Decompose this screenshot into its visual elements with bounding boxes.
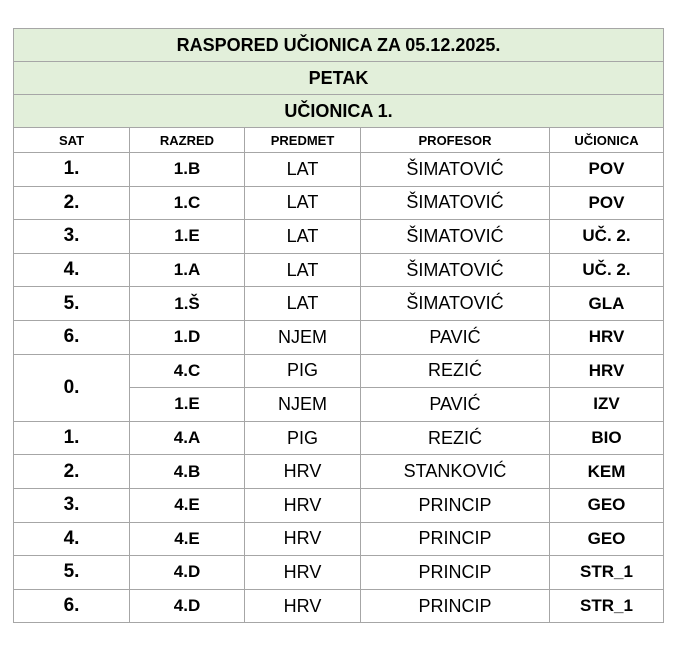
cell-predmet: HRV: [245, 556, 361, 590]
cell-sat: 6.: [14, 589, 130, 623]
cell-sat: 3.: [14, 220, 130, 254]
header-profesor: PROFESOR: [361, 128, 550, 153]
cell-predmet: LAT: [245, 153, 361, 187]
cell-predmet: HRV: [245, 522, 361, 556]
cell-predmet: NJEM: [245, 388, 361, 422]
cell-ucionica: STR_1: [550, 589, 664, 623]
table-row: [14, 287, 664, 321]
cell-razred: 1.C: [130, 186, 245, 220]
cell-sat: 2.: [14, 455, 130, 489]
cell-profesor: PRINCIP: [361, 522, 550, 556]
cell-sat: 1.: [14, 153, 130, 187]
cell-ucionica: HRV: [550, 320, 664, 354]
cell-profesor: PRINCIP: [361, 488, 550, 522]
cell-profesor: REZIĆ: [361, 421, 550, 455]
cell-profesor: ŠIMATOVIĆ: [361, 153, 550, 187]
cell-ucionica: KEM: [550, 455, 664, 489]
cell-ucionica: BIO: [550, 421, 664, 455]
table-row: [14, 320, 664, 354]
cell-predmet: HRV: [245, 488, 361, 522]
cell-profesor: ŠIMATOVIĆ: [361, 220, 550, 254]
cell-razred: 1.D: [130, 320, 245, 354]
cell-sat: 1.: [14, 421, 130, 455]
cell-profesor: PRINCIP: [361, 556, 550, 590]
table-row: [14, 220, 664, 254]
schedule-day: PETAK: [14, 62, 664, 95]
cell-ucionica: GEO: [550, 522, 664, 556]
cell-predmet: HRV: [245, 589, 361, 623]
cell-predmet: LAT: [245, 186, 361, 220]
cell-profesor: PAVIĆ: [361, 320, 550, 354]
schedule-table: [13, 28, 664, 623]
table-row: [14, 354, 664, 388]
cell-profesor: PRINCIP: [361, 589, 550, 623]
cell-sat: 0.: [14, 354, 130, 421]
cell-sat: 5.: [14, 556, 130, 590]
cell-ucionica: IZV: [550, 388, 664, 422]
cell-razred: 1.E: [130, 220, 245, 254]
cell-ucionica: UČ. 2.: [550, 220, 664, 254]
cell-predmet: PIG: [245, 354, 361, 388]
cell-profesor: ŠIMATOVIĆ: [361, 186, 550, 220]
cell-ucionica: GLA: [550, 287, 664, 321]
cell-profesor: ŠIMATOVIĆ: [361, 253, 550, 287]
cell-razred: 4.A: [130, 421, 245, 455]
cell-ucionica: HRV: [550, 354, 664, 388]
table-row: [14, 522, 664, 556]
cell-sat: 6.: [14, 320, 130, 354]
cell-profesor: REZIĆ: [361, 354, 550, 388]
table-row: [14, 488, 664, 522]
table-row: [14, 253, 664, 287]
header-sat: SAT: [14, 128, 130, 153]
cell-ucionica: POV: [550, 153, 664, 187]
cell-razred: 4.D: [130, 589, 245, 623]
cell-razred: 4.B: [130, 455, 245, 489]
cell-razred: 1.Š: [130, 287, 245, 321]
schedule-title: RASPORED UČIONICA ZA 05.12.2025.: [14, 29, 664, 62]
cell-ucionica: GEO: [550, 488, 664, 522]
cell-sat: 4.: [14, 522, 130, 556]
cell-profesor: PAVIĆ: [361, 388, 550, 422]
header-predmet: PREDMET: [245, 128, 361, 153]
cell-predmet: PIG: [245, 421, 361, 455]
cell-sat: 2.: [14, 186, 130, 220]
table-row: [14, 455, 664, 489]
table-row: [14, 186, 664, 220]
table-row: [14, 556, 664, 590]
cell-sat: 4.: [14, 253, 130, 287]
table-row: [14, 589, 664, 623]
cell-profesor: STANKOVIĆ: [361, 455, 550, 489]
cell-predmet: HRV: [245, 455, 361, 489]
header-razred: RAZRED: [130, 128, 245, 153]
cell-predmet: LAT: [245, 220, 361, 254]
cell-sat: 3.: [14, 488, 130, 522]
cell-razred: 4.E: [130, 488, 245, 522]
schedule-room: UČIONICA 1.: [14, 95, 664, 128]
cell-razred: 1.E: [130, 388, 245, 422]
table-row: [14, 153, 664, 187]
cell-predmet: LAT: [245, 253, 361, 287]
cell-predmet: LAT: [245, 287, 361, 321]
header-ucionica: UČIONICA: [550, 128, 664, 153]
cell-razred: 1.B: [130, 153, 245, 187]
cell-razred: 4.D: [130, 556, 245, 590]
table-row: [14, 421, 664, 455]
cell-profesor: ŠIMATOVIĆ: [361, 287, 550, 321]
cell-razred: 4.C: [130, 354, 245, 388]
cell-ucionica: STR_1: [550, 556, 664, 590]
cell-ucionica: UČ. 2.: [550, 253, 664, 287]
cell-sat: 5.: [14, 287, 130, 321]
cell-razred: 1.A: [130, 253, 245, 287]
cell-razred: 4.E: [130, 522, 245, 556]
cell-ucionica: POV: [550, 186, 664, 220]
cell-predmet: NJEM: [245, 320, 361, 354]
header-row: [14, 128, 664, 153]
